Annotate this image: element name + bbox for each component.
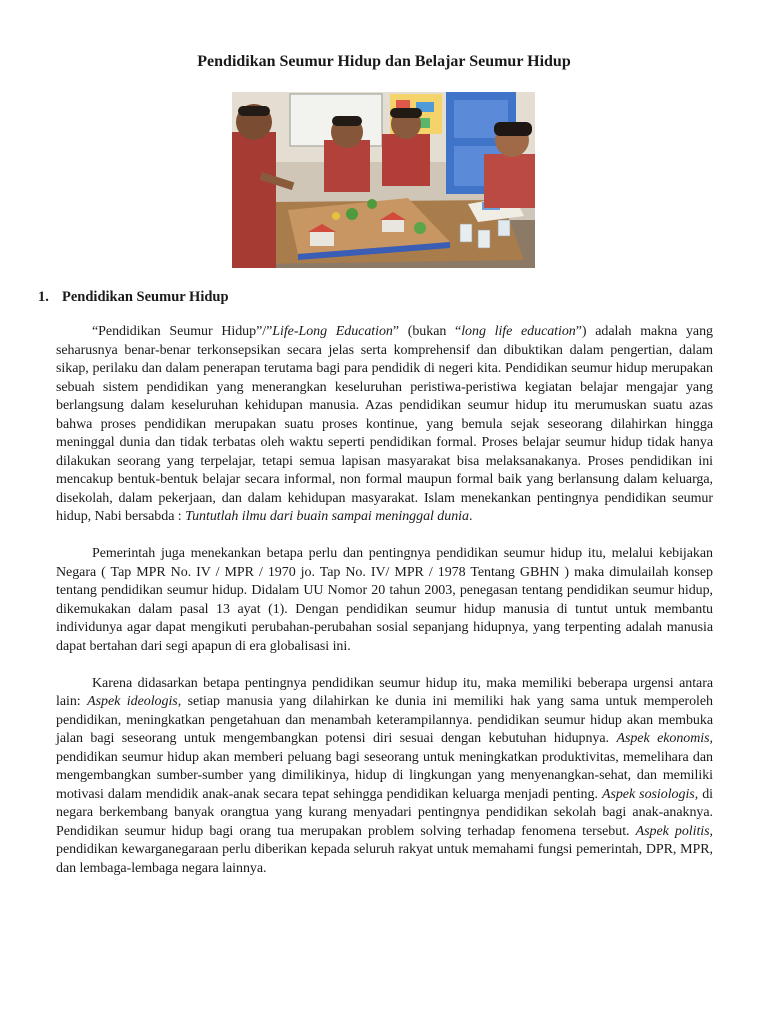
section-number: 1. [38, 289, 49, 305]
classroom-photo [232, 92, 535, 268]
text-run: ” (bukan “ [392, 324, 462, 339]
classroom-photo-illustration [232, 92, 535, 268]
italic-run: Aspek politis [635, 823, 710, 839]
italic-run: Tuntutlah ilmu dari buain sampai meninggal dunia [185, 509, 469, 524]
body-text [56, 323, 713, 897]
document-title: Pendidikan Seumur Hidup dan Belajar Seumur Hidup [197, 53, 571, 70]
italic-run: Aspek ekonomis, [616, 731, 713, 746]
text-run: , pendidikan kewarganegaraan perlu diberikan kepada seluruh rakyat untuk memahami fungsi pemerintah, DPR, MPR, dan lembaga-lembaga negara lainnya. [56, 823, 713, 876]
text-run: Pemerintah juga menekankan betapa perlu dan pentingnya pendidikan seumur hidup itu, melalui kebijakan Negara ( Tap MPR No. IV / MPR / 1970 jo. Tap No. IV/ MPR / 1978 Tentang GBHN ) maka dimulailah konsep tentang pendidikan seumur hidup. Didalam UU Nomor 20 tahun 2003, penegasan tentang pendidikan seumur hidup, dikemukakan dalam pasal 13 ayat (1). Dengan pendidikan seumur hidup manusia di tuntut untuk membantu individunya agar dapat mengikuti perubahan-perubahan sosial sepanjang hidupnya, yang terpenting adalah manusia dapat bertahan dari segi apapun di era globalisasi ini. [56, 546, 713, 654]
italic-run: Aspek ideologis [87, 694, 178, 709]
text-run: pendidikan seumur hidup akan memberi peluang bagi seseorang untuk meningkatkan produktivitas, memelihara dan mengembangkan sumber-sumber yang dimilikinya, hidup di lingkungan yang menyenangkan-sehat, dan memiliki motivasi dalam mendidik anak-anak secara tepat sehingga pendidikan keluarga menjadi penting. [56, 749, 713, 802]
italic-run: long life education [461, 324, 576, 339]
paragraph [56, 323, 713, 527]
text-run: Karena didasarkan betapa pentingnya pendidikan seumur hidup itu, maka memiliki beberapa urgensi antara lain: [56, 675, 713, 709]
text-run: . [468, 509, 473, 524]
italic-run: Life-Long Education [272, 324, 393, 339]
text-run: “Pendidikan Seumur Hidup”/” [92, 324, 273, 339]
paragraph [56, 675, 713, 879]
text-run: , di negara berkembang banyak orangtua yang kurang menyadari pentingnya pendidikan sekolah bagi anak-anaknya. Pendidikan seumur hidup bagi orang tua merupakan problem solving terhadap fenomena tersebut. [56, 786, 713, 839]
text-run: ”) adalah makna yang seharusnya benar-benar terkonsepsikan secara jelas serta komprehensif dan dibuktikan dalam pengertian, dalam sikap, perilaku dan dalam penerapan terutama bagi para pendidik di negeri kita. Pendidikan seumur hidup merupakan sebuah sistem pendidikan yang menerangkan keseluruhan peristiwa-peristiwa kegiatan belajar mengajar yang berlangsung dalam keseluruhan kehidupan manusia. Azas pendidikan seumur hidup itu merumuskan suatu azas bahwa proses pendidikan merupakan suatu proses kontinue, yang bemula sejak seseorang dilahirkan hingga meninggal dunia dan tidak terbatas oleh waktu seperti pendidikan formal. Proses belajar seumur hidup tidak hanya dilakukan seorang yang terpelajar, tetapi semua lapisan masyarakat bisa melaksanakanya. Proses pendidikan ini mencakup bentuk-bentuk belajar secara informal, non formal maupun formal baik yang berlansung dalam keluarga, disekolah, dalam pekerjaan, dan dalam kehidupan masyarakat. Islam menekankan pentingnya pendidikan seumur hidup, Nabi bersabda : [56, 324, 713, 524]
paragraph [56, 545, 713, 656]
section-heading-text: Pendidikan Seumur Hidup [62, 289, 229, 305]
text-run: , setiap manusia yang dilahirkan ke dunia ini memiliki hak yang sama untuk memperoleh pendidikan, meningkatkan pengetahuan dan menambah keterampilannya. pendidikan seumur hidup akan membuka jalan bagi seseorang untuk mengembangkan potensi diri sesuai dengan kebutuhan hidupnya. [56, 694, 713, 746]
italic-run: Aspek sosiologis [601, 786, 695, 802]
section-heading [38, 288, 229, 306]
